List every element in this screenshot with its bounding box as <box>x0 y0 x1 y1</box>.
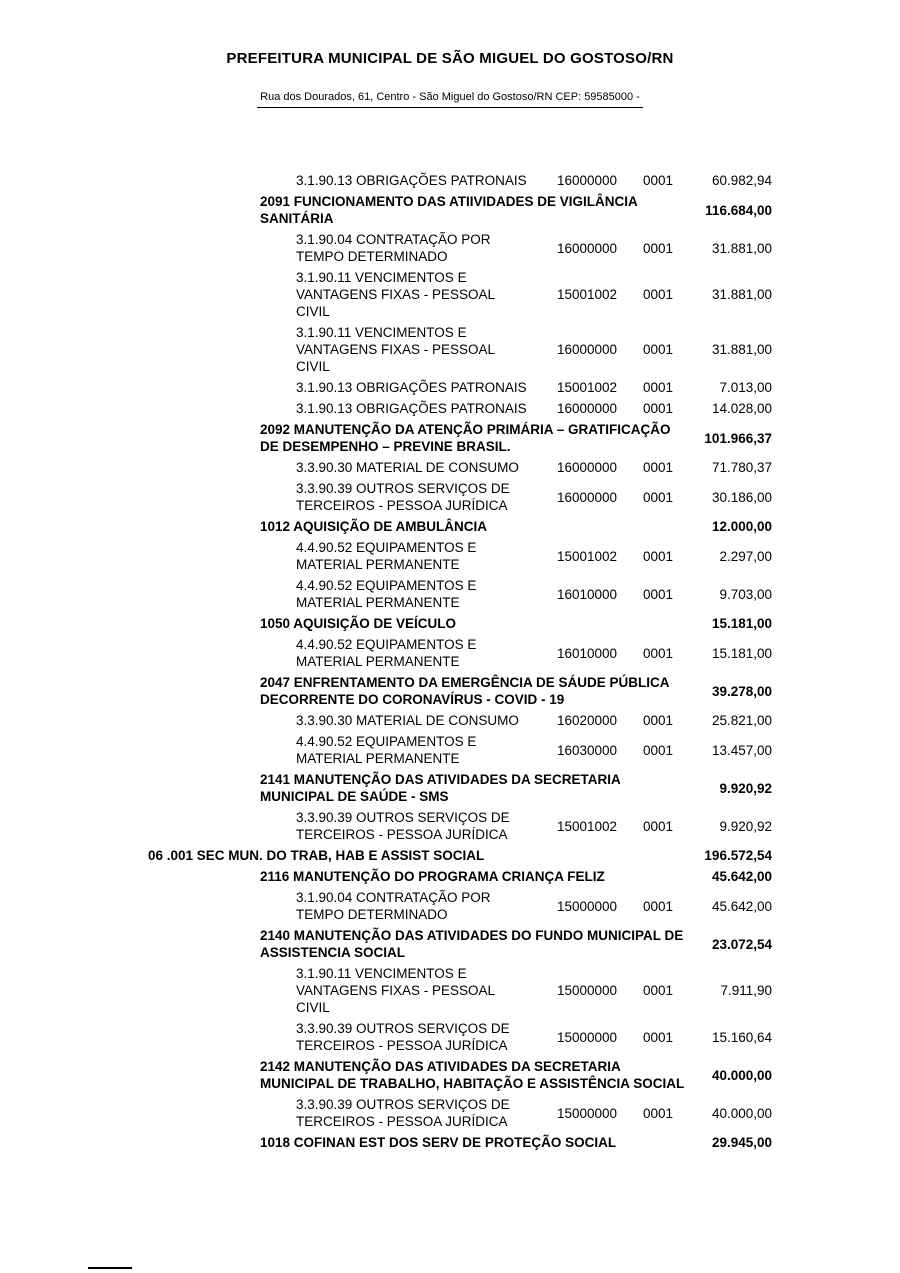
row-description: 3.3.90.39 OUTROS SERVIÇOS DE TERCEIROS - PESSOA JURÍDICA <box>296 1097 510 1129</box>
row-value: 9.920,92 <box>719 780 772 796</box>
row-value: 29.945,00 <box>711 1135 772 1150</box>
row-description: 1012 AQUISIÇÃO DE AMBULÂNCIA <box>260 519 488 534</box>
row-value: 15.181,00 <box>711 616 772 631</box>
table-row <box>128 267 772 322</box>
row-source-code: 15000000 <box>557 898 618 914</box>
row-value: 14.028,00 <box>711 401 772 416</box>
row-value: 31.881,00 <box>711 342 772 357</box>
row-source-code: 15001002 <box>557 818 618 834</box>
row-source-code: 15001002 <box>557 287 618 302</box>
row-value: 15.181,00 <box>711 645 772 661</box>
table-row <box>128 377 772 398</box>
row-description: 2140 MANUTENÇÃO DAS ATIVIDADES DO FUNDO MUNICIPAL DE ASSISTENCIA SOCIAL <box>260 928 684 960</box>
row-sub-code: 0001 <box>643 742 674 758</box>
table-row <box>128 613 772 634</box>
row-sub-code: 0001 <box>643 713 674 728</box>
row-description: 2047 ENFRENTAMENTO DA EMERGÊNCIA DE SÁUDE PÚBLICA DECORRENTE DO CORONAVÍRUS - COVID - 19 <box>260 675 670 707</box>
row-source-code: 16030000 <box>557 742 618 758</box>
row-value: 13.457,00 <box>711 742 772 758</box>
row-sub-code: 0001 <box>643 401 674 416</box>
row-sub-code: 0001 <box>643 548 674 564</box>
row-description: 3.3.90.39 OUTROS SERVIÇOS DE TERCEIROS - PESSOA JURÍDICA <box>296 810 510 842</box>
row-description: 1050 AQUISIÇÃO DE VEÍCULO <box>260 616 457 631</box>
row-value: 31.881,00 <box>711 240 772 256</box>
row-sub-code: 0001 <box>643 460 674 475</box>
table-row <box>128 398 772 419</box>
table-row <box>128 1094 772 1132</box>
row-value: 116.684,00 <box>705 202 772 218</box>
report-body <box>128 170 772 1153</box>
table-row <box>128 322 772 377</box>
row-source-code: 16000000 <box>557 342 618 357</box>
row-description: 3.3.90.39 OUTROS SERVIÇOS DE TERCEIROS - PESSOA JURÍDICA <box>296 1021 510 1053</box>
document-header <box>0 0 900 108</box>
row-value: 12.000,00 <box>711 519 772 534</box>
table-row <box>128 769 772 807</box>
table-row <box>128 516 772 537</box>
table-row <box>128 419 772 457</box>
row-value: 9.703,00 <box>719 586 772 602</box>
row-description: 4.4.90.52 EQUIPAMENTOS E MATERIAL PERMANENTE <box>296 540 477 572</box>
row-value: 15.160,64 <box>711 1029 772 1045</box>
row-description: 3.1.90.04 CONTRATAÇÃO POR TEMPO DETERMINADO <box>296 890 491 922</box>
row-source-code: 16000000 <box>557 240 618 256</box>
row-source-code: 15000000 <box>557 1029 618 1045</box>
row-description: 3.1.90.11 VENCIMENTOS E VANTAGENS FIXAS - PESSOAL CIVIL <box>296 270 495 319</box>
row-sub-code: 0001 <box>643 586 674 602</box>
table-row <box>128 672 772 710</box>
row-value: 40.000,00 <box>711 1067 772 1083</box>
table-row <box>128 1132 772 1153</box>
table-row <box>128 887 772 925</box>
row-sub-code: 0001 <box>643 645 674 661</box>
table-row <box>128 807 772 845</box>
table-row <box>128 537 772 575</box>
row-description: 3.1.90.13 OBRIGAÇÕES PATRONAIS <box>296 401 527 416</box>
row-description: 3.3.90.30 MATERIAL DE CONSUMO <box>296 460 519 475</box>
table-row <box>128 1056 772 1094</box>
row-value: 7.013,00 <box>719 380 772 395</box>
row-source-code: 16010000 <box>557 586 618 602</box>
document-title: PREFEITURA MUNICIPAL DE SÃO MIGUEL DO GOSTOSO/RN <box>226 50 674 67</box>
row-sub-code: 0001 <box>643 818 674 834</box>
row-source-code: 15001002 <box>557 548 618 564</box>
row-description: 4.4.90.52 EQUIPAMENTOS E MATERIAL PERMANENTE <box>296 734 477 766</box>
row-source-code: 16020000 <box>557 713 618 728</box>
table-row <box>128 925 772 963</box>
row-source-code: 16000000 <box>557 401 618 416</box>
table-row <box>128 478 772 516</box>
row-value: 60.982,94 <box>711 173 772 188</box>
row-description: 2092 MANUTENÇÃO DA ATENÇÃO PRIMÁRIA – GRATIFICAÇÃO DE DESEMPENHO – PREVINE BRASIL. <box>260 422 671 454</box>
row-sub-code: 0001 <box>643 342 674 357</box>
row-source-code: 16000000 <box>557 173 618 188</box>
row-value: 40.000,00 <box>711 1105 772 1121</box>
row-value: 25.821,00 <box>711 713 772 728</box>
row-value: 30.186,00 <box>711 489 772 505</box>
row-sub-code: 0001 <box>643 983 674 998</box>
row-sub-code: 0001 <box>643 240 674 256</box>
table-row <box>128 634 772 672</box>
footer-rule <box>88 1267 132 1269</box>
row-value: 31.881,00 <box>711 287 772 302</box>
table-row <box>128 866 772 887</box>
row-description: 2142 MANUTENÇÃO DAS ATIVIDADES DA SECRETARIA MUNICIPAL DE TRABALHO, HABITAÇÃO E ASSISTÊNCIA SOCIAL <box>260 1059 685 1091</box>
row-description: 3.1.90.13 OBRIGAÇÕES PATRONAIS <box>296 380 527 395</box>
document-address: Rua dos Dourados, 61, Centro - São Miguel do Gostoso/RN CEP: 59585000 - <box>257 91 643 108</box>
row-description: 2091 FUNCIONAMENTO DAS ATIIVIDADES DE VIGILÂNCIA SANITÁRIA <box>260 194 638 226</box>
row-description: 3.3.90.39 OUTROS SERVIÇOS DE TERCEIROS - PESSOA JURÍDICA <box>296 481 510 513</box>
table-row <box>128 710 772 731</box>
row-description: 1018 COFINAN EST DOS SERV DE PROTEÇÃO SOCIAL <box>260 1135 617 1150</box>
row-sub-code: 0001 <box>643 489 674 505</box>
row-value: 101.966,37 <box>704 430 772 446</box>
row-value: 2.297,00 <box>719 548 772 564</box>
row-source-code: 15000000 <box>557 1105 618 1121</box>
row-sub-code: 0001 <box>643 898 674 914</box>
row-sub-code: 0001 <box>643 1029 674 1045</box>
row-description: 2141 MANUTENÇÃO DAS ATIVIDADES DA SECRETARIA MUNICIPAL DE SAÚDE - SMS <box>260 772 621 804</box>
row-sub-code: 0001 <box>643 287 674 302</box>
row-description: 3.1.90.13 OBRIGAÇÕES PATRONAIS <box>296 173 527 188</box>
table-row <box>128 457 772 478</box>
row-sub-code: 0001 <box>643 380 674 395</box>
row-value: 7.911,90 <box>720 983 772 998</box>
row-description: 3.1.90.11 VENCIMENTOS E VANTAGENS FIXAS - PESSOAL CIVIL <box>296 325 495 374</box>
row-source-code: 16010000 <box>557 645 618 661</box>
row-sub-code: 0001 <box>643 1105 674 1121</box>
row-value: 45.642,00 <box>711 898 772 914</box>
table-row <box>128 845 772 866</box>
row-value: 45.642,00 <box>711 869 772 884</box>
row-source-code: 15000000 <box>557 983 618 998</box>
row-description: 2116 MANUTENÇÃO DO PROGRAMA CRIANÇA FELIZ <box>260 869 605 884</box>
row-value: 71.780,37 <box>711 460 772 475</box>
row-description: 06 .001 SEC MUN. DO TRAB, HAB E ASSIST SOCIAL <box>148 848 485 863</box>
row-description: 4.4.90.52 EQUIPAMENTOS E MATERIAL PERMANENTE <box>296 578 477 610</box>
row-value: 23.072,54 <box>711 936 772 952</box>
row-sub-code: 0001 <box>643 173 674 188</box>
row-description: 3.1.90.11 VENCIMENTOS E VANTAGENS FIXAS - PESSOAL CIVIL <box>296 966 495 1015</box>
table-row <box>128 191 772 229</box>
row-value: 39.278,00 <box>711 683 772 699</box>
row-description: 4.4.90.52 EQUIPAMENTOS E MATERIAL PERMANENTE <box>296 637 477 669</box>
row-value: 196.572,54 <box>704 848 772 863</box>
table-row <box>128 1018 772 1056</box>
table-row <box>128 575 772 613</box>
row-source-code: 15001002 <box>557 380 618 395</box>
table-row <box>128 170 772 191</box>
table-row <box>128 229 772 267</box>
row-description: 3.3.90.30 MATERIAL DE CONSUMO <box>296 713 519 728</box>
row-description: 3.1.90.04 CONTRATAÇÃO POR TEMPO DETERMINADO <box>296 232 491 264</box>
table-row <box>128 731 772 769</box>
row-source-code: 16000000 <box>557 460 618 475</box>
table-row <box>128 963 772 1018</box>
row-source-code: 16000000 <box>557 489 618 505</box>
row-value: 9.920,92 <box>719 818 772 834</box>
